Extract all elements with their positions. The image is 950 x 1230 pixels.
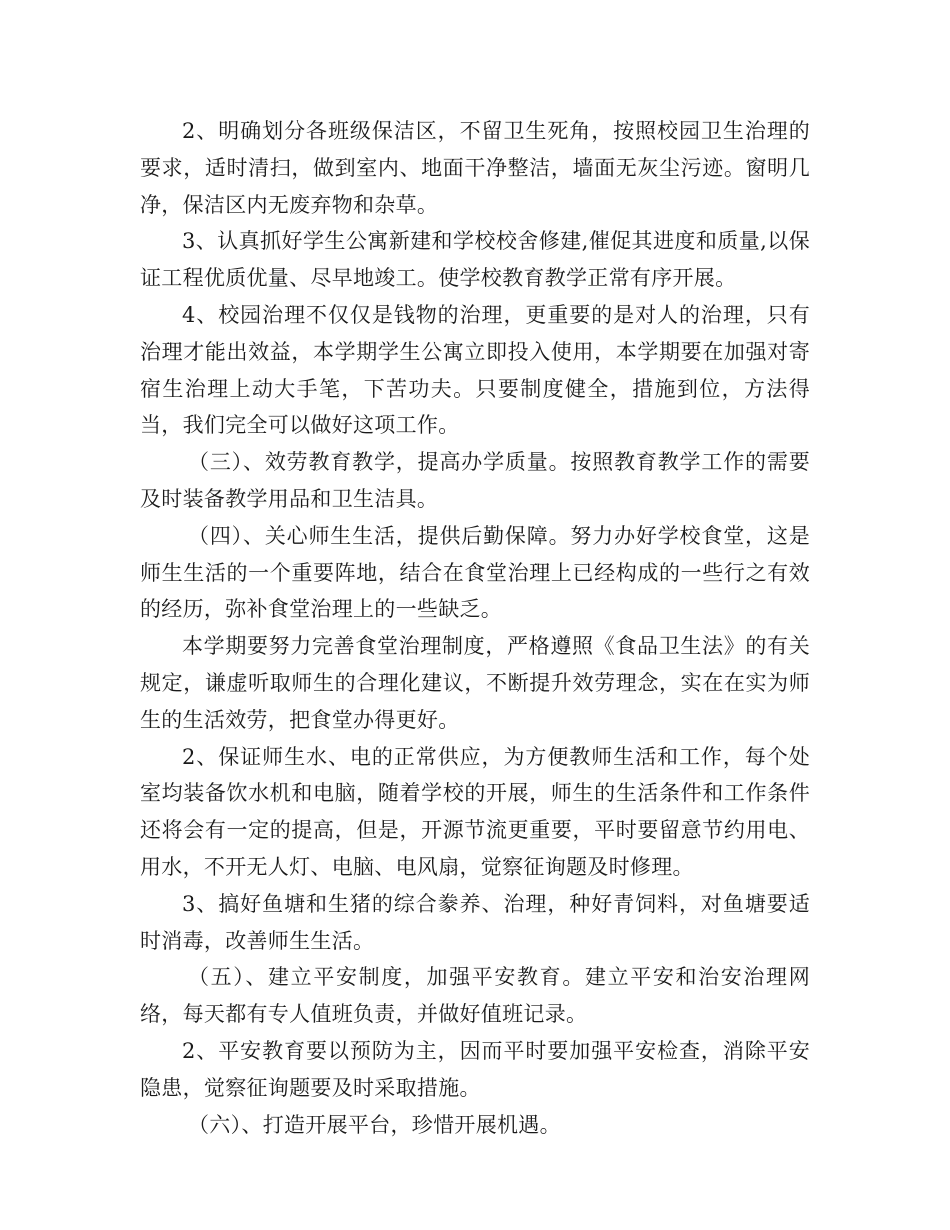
paragraph-water-electricity: 2、保证师生水、电的正常供应，为方便教师生活和工作，每个处室均装备饮水机和电脑，随着学校的开展，师生的生活条件和工作条件还将会有一定的提高，但是，开源节流更重要，平时要留意节约用电、用水，不开无人灯、电脑、电风扇，觉察征询题及时修理。 xyxy=(140,744,810,879)
paragraph-section-five: （五）、建立平安制度，加强平安教育。建立平安和治安治理网络，每天都有专人值班负责，并做好值班记录。 xyxy=(140,965,810,1027)
paragraph-fish-pond: 3、搞好鱼塘和生猪的综合豢养、治理，种好青饲料，对鱼塘要适时消毒，改善师生生活。 xyxy=(140,891,810,953)
paragraph-canteen-rules: 本学期要努力完善食堂治理制度，严格遵照《食品卫生法》的有关规定，谦虚听取师生的合理化建议，不断提升效劳理念，实在在实为师生的生活效劳，把食堂办得更好。 xyxy=(140,634,810,732)
paragraph-section-six: （六）、打造开展平台，珍惜开展机遇。 xyxy=(188,1112,561,1137)
paragraph-section-four: （四）、关心师生生活，提供后勤保障。努力办好学校食堂，这是师生生活的一个重要阵地，结合在食堂治理上已经构成的一些行之有效的经历，弥补食堂治理上的一些缺乏。 xyxy=(140,523,810,622)
paragraph-dormitory-construction: 3、认真抓好学生公寓新建和学校校舍修建,催促其进度和质量,以保证工程优质优量、尽早地竣工。使学校教育教学正常有序开展。 xyxy=(140,229,810,291)
document-body xyxy=(140,113,810,1143)
paragraph-section-three: （三）、效劳教育教学，提高办学质量。按照教育教学工作的需要及时装备教学用品和卫生洁具。 xyxy=(140,450,810,511)
paragraph-cleaning-areas: 2、明确划分各班级保洁区，不留卫生死角，按照校园卫生治理的要求，适时清扫，做到室内、地面干净整洁，墙面无灰尘污迹。窗明几净，保洁区内无废弃物和杂草。 xyxy=(140,119,810,217)
paragraph-campus-management: 4、校园治理不仅仅是钱物的治理，更重要的是对人的治理，只有治理才能出效益，本学期学生公寓立即投入使用，本学期要在加强对寄宿生治理上动大手笔，下苦功夫。只要制度健全，措施到位，方法得当，我们完全可以做好这项工作。 xyxy=(140,302,810,438)
paragraph-safety-education: 2、平安教育要以预防为主，因而平时要加强平安检查，消除平安隐患，觉察征询题要及时采取措施。 xyxy=(140,1038,810,1100)
